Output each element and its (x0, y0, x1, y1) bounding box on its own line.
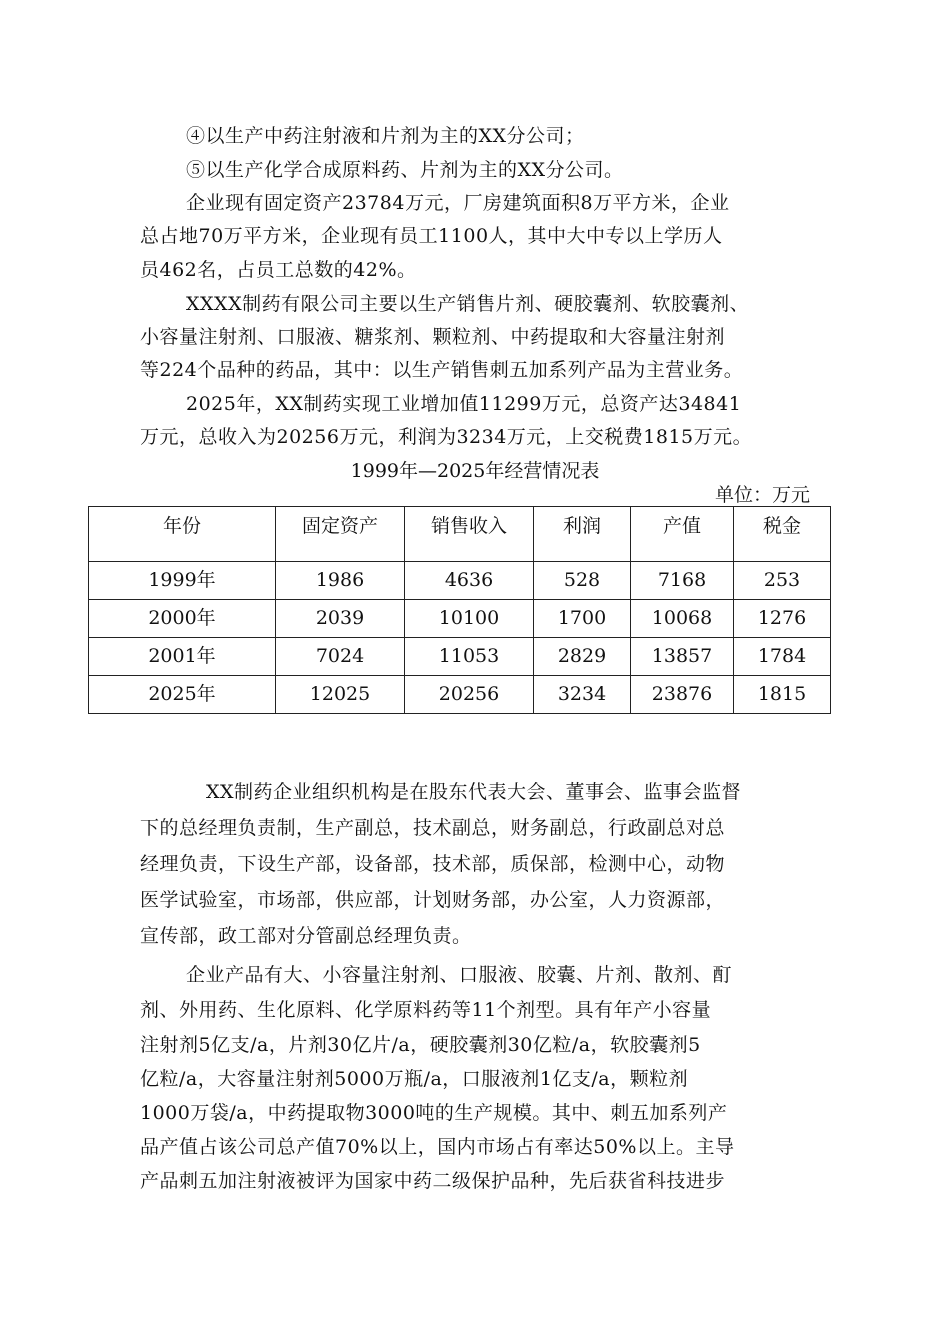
header-cell: 利润 (534, 507, 631, 562)
table-cell: 20256 (405, 676, 534, 714)
table-cell: 1999年 (89, 562, 276, 600)
table-cell: 1784 (734, 638, 831, 676)
table-cell: 1700 (534, 600, 631, 638)
table-cell: 12025 (276, 676, 405, 714)
text-line: 企业产品有大、小容量注射剂、口服液、胶囊、片剂、散剂、酊 (186, 964, 733, 986)
text-line: 剂、外用药、生化原料、化学原料药等11个剂型。具有年产小容量 (140, 999, 712, 1021)
table-cell: 11053 (405, 638, 534, 676)
table-header-row (89, 507, 831, 562)
text-line: 企业现有固定资产23784万元，厂房建筑面积8万平方米，企业 (186, 192, 730, 214)
text-line: 注射剂5亿支/a，片剂30亿片/a，硬胶囊剂30亿粒/a，软胶囊剂5 (140, 1034, 701, 1056)
header-cell: 固定资产 (276, 507, 405, 562)
text-line: 下的总经理负责制，生产副总，技术副总，财务副总，行政副总对总 (140, 817, 726, 839)
header-cell: 税金 (734, 507, 831, 562)
text-line: 小容量注射剂、口服液、糖浆剂、颗粒剂、中药提取和大容量注射剂 (140, 326, 726, 348)
table-row (89, 638, 831, 676)
table-cell: 13857 (631, 638, 734, 676)
table-cell: 4636 (405, 562, 534, 600)
text-line: XX制药企业组织机构是在股东代表大会、董事会、监事会监督 (206, 781, 742, 803)
table-cell: 2001年 (89, 638, 276, 676)
text-line: 宣传部，政工部对分管副总经理负责。 (140, 925, 472, 947)
table-cell: 10068 (631, 600, 734, 638)
text-line: 2025年，XX制药实现工业增加值11299万元，总资产达34841 (186, 393, 742, 415)
table-cell: 3234 (534, 676, 631, 714)
text-line: 品产值占该公司总产值70%以上，国内市场占有率达50%以上。主导 (140, 1136, 735, 1158)
header-cell: 产值 (631, 507, 734, 562)
text-line: 万元，总收入为20256万元，利润为3234万元，上交税费1815万元。 (140, 426, 753, 448)
table-unit: 单位：万元 (714, 484, 810, 506)
table-row (89, 562, 831, 600)
text-line: ⑤以生产化学合成原料药、片剂为主的XX分公司。 (186, 159, 624, 181)
text-line: 1000万袋/a，中药提取物3000吨的生产规模。其中、刺五加系列产 (140, 1102, 728, 1124)
text-line: XXXX制药有限公司主要以生产销售片剂、硬胶囊剂、软胶囊剂、 (186, 293, 750, 315)
header-cell: 销售收入 (405, 507, 534, 562)
table-cell: 253 (734, 562, 831, 600)
text-line: 亿粒/a，大容量注射剂5000万瓶/a，口服液剂1亿支/a，颗粒剂 (140, 1068, 689, 1090)
table-row (89, 600, 831, 638)
table-cell: 7024 (276, 638, 405, 676)
table-cell: 2039 (276, 600, 405, 638)
table-cell: 1986 (276, 562, 405, 600)
table-cell: 10100 (405, 600, 534, 638)
text-line: 等224个品种的药品，其中：以生产销售刺五加系列产品为主营业务。 (140, 359, 744, 381)
text-line: 员462名，占员工总数的42%。 (140, 259, 417, 281)
table-cell: 2000年 (89, 600, 276, 638)
table-cell: 528 (534, 562, 631, 600)
table-cell: 23876 (631, 676, 734, 714)
text-line: 经理负责，下设生产部，设备部，技术部，质保部，检测中心，动物 (140, 853, 726, 875)
text-line: ④以生产中药注射液和片剂为主的XX分公司； (186, 125, 585, 147)
table-cell: 1276 (734, 600, 831, 638)
text-line: 产品刺五加注射液被评为国家中药二级保护品种，先后获省科技进步 (140, 1170, 726, 1192)
table-cell: 7168 (631, 562, 734, 600)
text-line: 医学试验室，市场部，供应部，计划财务部，办公室，人力资源部， (140, 889, 726, 911)
table-cell: 1815 (734, 676, 831, 714)
table-row (89, 676, 831, 714)
table-cell: 2829 (534, 638, 631, 676)
header-cell: 年份 (89, 507, 276, 562)
table-caption: 1999年—2025年经营情况表 (350, 460, 600, 482)
table-cell: 2025年 (89, 676, 276, 714)
text-line: 总占地70万平方米，企业现有员工1100人，其中大中专以上学历人 (140, 225, 723, 247)
operating-table (88, 506, 831, 714)
